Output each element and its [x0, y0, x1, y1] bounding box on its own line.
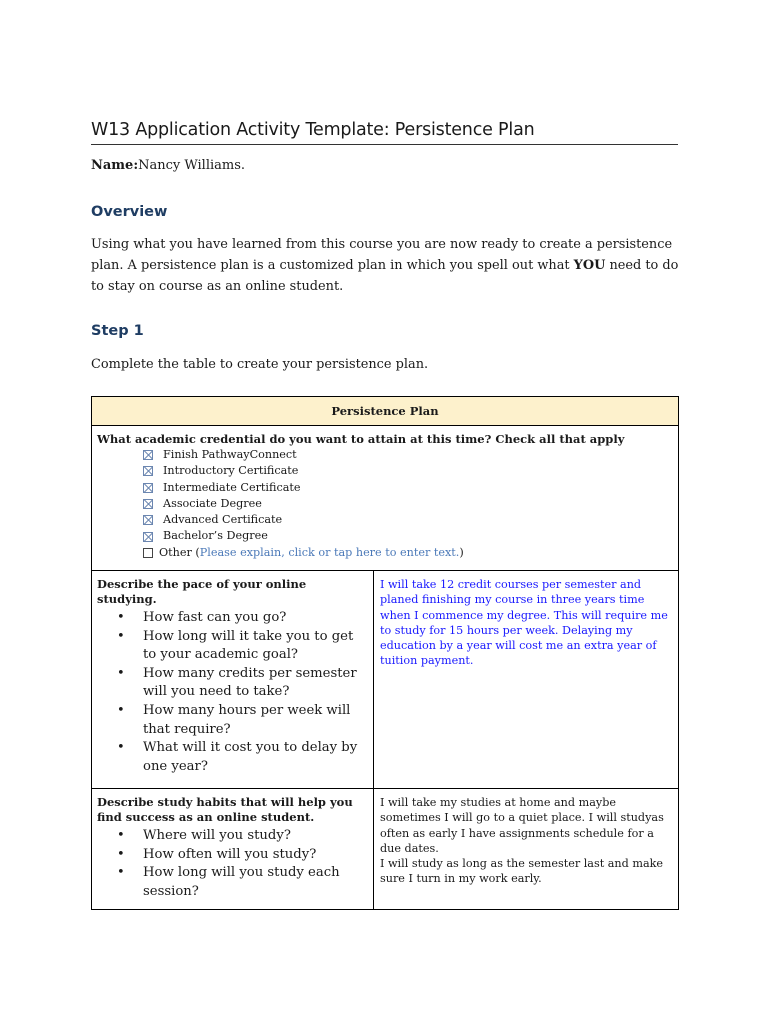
credential-option[interactable]: [143, 463, 673, 479]
checkbox-checked-icon[interactable]: [143, 515, 153, 525]
pace-question-cell: [92, 571, 374, 789]
list-item: • How fast can you go?: [143, 609, 368, 628]
habits-question-cell: [92, 789, 374, 910]
credential-option[interactable]: [143, 528, 673, 544]
checkbox-unchecked-icon[interactable]: [143, 548, 153, 558]
pace-question: Describe the pace of your online studying.: [97, 577, 307, 606]
credential-option[interactable]: [143, 447, 673, 463]
name-label: Name:: [91, 158, 139, 173]
credential-option-label: Associate Degree: [163, 496, 262, 510]
name-line: [91, 158, 245, 173]
habits-answer-line1: I will take my studies at home and maybe sometimes I will go to a quiet place. I will studyas often as early I have assignments schedule for a due dates.: [380, 796, 664, 855]
credential-option[interactable]: [143, 496, 673, 512]
habits-bullets: [97, 827, 368, 901]
list-item: • How many credits per semester will you need to take?: [143, 665, 368, 702]
checkbox-checked-icon[interactable]: [143, 532, 153, 542]
table-header: Persistence Plan: [92, 397, 679, 426]
habits-question: Describe study habits that will help you find success as an online student.: [97, 795, 353, 824]
step1-paragraph: Complete the table to create your persistence plan.: [91, 357, 429, 372]
list-item: • How long will it take you to get to your academic goal?: [143, 628, 368, 665]
list-item: • How many hours per week will that require?: [143, 702, 368, 739]
pace-answer-cell[interactable]: I will take 12 credit courses per semester and planed finishing my course in three years time when I commence my degree. This will require me to study for 15 hours per week. Delaying my education by a year will cost me an extra year of tuition payment.: [374, 571, 679, 789]
credential-option-other[interactable]: [143, 545, 673, 561]
other-close-paren: ): [459, 545, 464, 559]
credential-cell: [92, 426, 679, 571]
list-item: • What will it cost you to delay by one year?: [143, 739, 368, 776]
checkbox-checked-icon[interactable]: [143, 499, 153, 509]
habits-answer-line2: I will study as long as the semester last and make sure I turn in my work early.: [380, 857, 664, 886]
credential-option[interactable]: [143, 480, 673, 496]
credential-question: What academic credential do you want to attain at this time? Check all that apply: [97, 432, 625, 446]
list-item: • How often will you study?: [143, 846, 368, 865]
checkbox-checked-icon[interactable]: [143, 450, 153, 460]
credential-option-label: Finish PathwayConnect: [163, 448, 297, 461]
credential-option-label: Bachelor’s Degree: [163, 529, 268, 543]
credential-option-label: Intermediate Certificate: [163, 480, 301, 494]
overview-text-part1: Using what you have learned from this course you are now ready to create a persistence plan. A persistence plan is a customized plan in which you spell out what: [91, 237, 673, 273]
document-title: W13 Application Activity Template: Persistence Plan: [91, 120, 678, 145]
overview-paragraph: [91, 234, 691, 297]
credential-option-label: Introductory Certificate: [163, 464, 299, 478]
habits-answer-cell[interactable]: [374, 789, 679, 910]
overview-heading: Overview: [91, 204, 168, 220]
other-text-field[interactable]: Please explain, click or tap here to enter text.: [199, 545, 460, 559]
name-value: Nancy Williams.: [138, 158, 246, 173]
overview-text-emphasis: YOU: [573, 258, 606, 273]
checkbox-checked-icon[interactable]: [143, 483, 153, 493]
credential-option[interactable]: [143, 512, 673, 528]
pace-bullets: [97, 609, 368, 776]
checkbox-checked-icon[interactable]: [143, 466, 153, 476]
step1-heading: Step 1: [91, 323, 144, 339]
overview-text-part2: need to do to stay on course as an online student.: [91, 258, 679, 294]
persistence-plan-table: [91, 396, 679, 910]
credential-option-label: Advanced Certificate: [163, 513, 283, 527]
list-item: • How long will you study each session?: [143, 864, 368, 901]
list-item: • Where will you study?: [143, 827, 368, 846]
credential-options: [97, 447, 673, 561]
other-label: Other (: [159, 545, 200, 559]
